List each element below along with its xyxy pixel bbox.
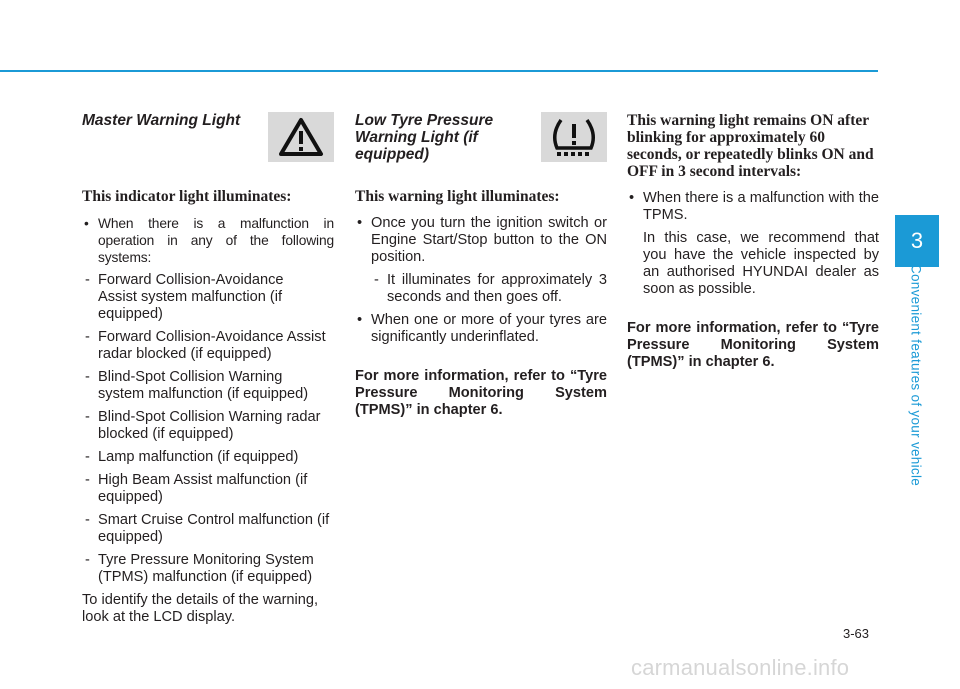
reference-note: For more information, refer to “Tyre Pressure Monitoring System (TPMS)” in chapter 6.	[627, 320, 879, 370]
watermark: carmanualsonline.info	[631, 655, 850, 680]
list-item: - Blind-Spot Collision Warning system malfunction (if equipped)	[82, 369, 313, 403]
list-item: - Forward Collision-Avoidance Assist system malfunction (if equipped)	[82, 272, 308, 323]
section-heading: Master Warning Light	[82, 112, 241, 129]
list-item: - Tyre Pressure Monitoring System (TPMS) malfunction (if equipped)	[82, 552, 334, 586]
reference-note: For more information, refer to “Tyre Pressure Monitoring System (TPMS)” in chapter 6.	[355, 368, 607, 418]
low-tyre-pressure-icon	[541, 112, 607, 162]
page-number: 3-63	[843, 626, 870, 641]
list-item: - Smart Cruise Control malfunction (if equipped)	[82, 512, 350, 546]
master-warning-triangle-icon	[268, 112, 334, 162]
chapter-tab: 3	[895, 215, 939, 267]
low-tyre-pressure-section	[355, 108, 607, 419]
tpms-malfunction-section	[627, 112, 879, 371]
paragraph: In this case, we recommend that you have the vehicle inspected by an authorised HYUNDAI dealer as soon as possible.	[643, 230, 879, 297]
section-subheading: This warning light remains ON after blinking for approximately 60 seconds, or repeatedly blinks ON and OFF in 3 second intervals:	[627, 112, 874, 180]
list-item: - Lamp malfunction (if equipped)	[82, 449, 334, 466]
closing-text: To identify the details of the warning, look at the LCD display.	[82, 592, 319, 625]
bullet-item: • When one or more of your tyres are significantly underinflated.	[355, 312, 607, 346]
section-heading: Low Tyre Pressure Warning Light (if equipped)	[355, 112, 494, 163]
bullet-item: • Once you turn the ignition switch or Engine Start/Stop button to the ON position.	[355, 215, 607, 266]
list-item: - Blind-Spot Collision Warning radar blocked (if equipped)	[82, 409, 334, 443]
master-warning-section	[82, 108, 334, 626]
bullet-item: • When there is a malfunction with the TPMS.	[627, 190, 879, 224]
sub-item: - It illuminates for approximately 3 seconds and then goes off.	[371, 272, 607, 306]
chapter-title: Convenient features of your vehicle	[908, 263, 924, 487]
top-rule	[0, 70, 878, 72]
bullet-item: • When there is a malfunction in operation in any of the following systems:	[82, 215, 334, 266]
section-subheading: This indicator light illuminates:	[82, 188, 292, 205]
list-item: - High Beam Assist malfunction (if equipped)	[82, 472, 323, 506]
list-item: - Forward Collision-Avoidance Assist radar blocked (if equipped)	[82, 329, 334, 363]
section-subheading: This warning light illuminates:	[355, 188, 560, 205]
